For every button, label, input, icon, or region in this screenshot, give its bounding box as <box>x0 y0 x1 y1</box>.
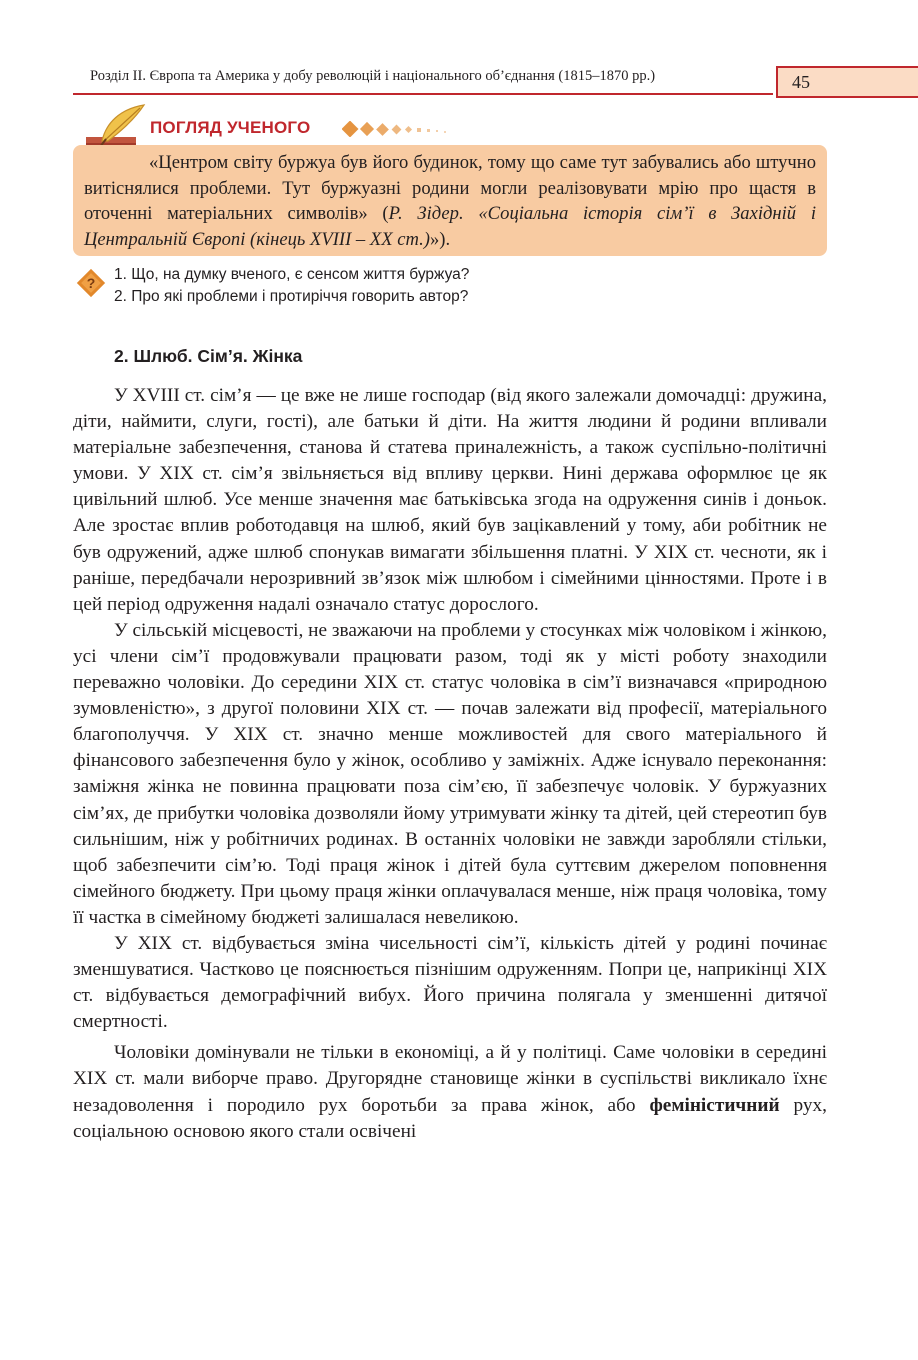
quote-end: »). <box>429 228 451 250</box>
question-item: 2. Про які проблеми і протиріччя говорить автор? <box>114 288 469 305</box>
ornament-decoration <box>342 121 452 137</box>
svg-text:?: ? <box>86 275 96 291</box>
question-item: 1. Що, на думку вченого, є сенсом життя буржуа? <box>114 266 470 283</box>
paragraph: У XVIII ст. сім’я — це вже не лише господар (від якого залежали домочадці: дружина, діти, наймити, слуги, гості), але батьки й діти. На життя людини й родини впливали матеріальне забезпечення, станова й статева приналежність, а також суспільно-політичні умови. У XIX ст. сім’я звільняється від впливу церкви. Нині держава оформлює це як цивільний шлюб. Усе менше значення має батьківська згода на одруження синів і доньок. Але зростає вплив роботодавця на шлюб, який був зацікавлений у тому, аби робітник не був одружений, адже шлюб спонукав вимагати збільшення платні. У XIX ст. чесноти, як і раніше, передбачали нерозривний зв’язок між шлюбом і сімейними цінностями. Проте і в цей період одруження надалі означало статус дорослого. <box>73 385 827 615</box>
questions-list <box>114 264 469 308</box>
section-body <box>73 383 827 1145</box>
running-header: Розділ ІІ. Європа та Америка у добу революцій і національного об’єднання (1815–1870 рр.) <box>90 68 656 84</box>
paragraph: У XIX ст. відбувається зміна чисельності сім’ї, кількість дітей у родині починає зменшуватися. Частково це пояснюється пізнішим одруженням. Попри це, наприкінці XIX ст. відбувається демографічний вибух. Його причина полягала у зменшенні дитячої смертності. <box>73 932 827 1033</box>
scholar-view-title: ПОГЛЯД УЧЕНОГО <box>150 118 311 137</box>
page-number-tab <box>776 66 918 98</box>
paragraph <box>73 1040 827 1144</box>
page-number: 45 <box>792 72 810 92</box>
quote-author: Р. Зідер. «Соціальна історія сім’ї в Західній і Центральній Європі (кінець XVIII – XX ст.) <box>84 203 816 250</box>
section-heading: 2. Шлюб. Сім’я. Жінка <box>114 346 303 366</box>
quote-text: «Центром світу буржуа був його будинок, тому що саме тут забувались або штучно витіснялися проблеми. Тут буржуазні родини могли реалізовувати мрію про щастя в оточенні матеріальних символів» ( <box>84 152 816 224</box>
header-rule <box>73 93 773 95</box>
paragraph-end: рух, соціальною основою якого стали освічені <box>73 1094 827 1142</box>
paragraph-start: Чоловіки домінували не тільки в економіці, а й у політиці. Саме чоловіки в середині XIX ст. мали виборче право. Другорядне становище жінки в суспільстві викликало їхнє незадоволення і породило рух боротьби за права жінок, або <box>73 1042 827 1116</box>
paragraph: У сільській місцевості, не зважаючи на проблеми у стосунках між чоловіком і жінкою, усі члени сім’ї продовжували працювати разом, тоді як у місті роботу знаходили переважно чоловіки. До середини XIX ст. статус чоловіка в сім’ї визначався «природною зумовленістю», з другої половини XIX ст. — почав залежати від професії, матеріального благополуччя. У XIX ст. значно менше можливостей для свого матеріального й фінансового забезпечення було у жінок, особливо у заміжніх. Адже існувало переконання: заміжня жінка не повинна працювати поза сім’єю, її забезпечує чоловік. У буржуазних сім’ях, де прибутки чоловіка дозволяли йому утримувати жінку та дітей, цей стереотип був сильнішим, ніж у робітничих родинах. В останніх чоловіки не завжди заробляли стільки, щоб забезпечити сім’ю. Тоді праця жінок і дітей була суттєвим джерелом поповнення сімейного бюджету. При цьому праця жінки оплачувалася менше, ніж праця чоловіка, тому її частка в сімейному бюджеті залишалася невеликою. <box>73 619 827 928</box>
scholar-quote <box>84 150 816 252</box>
question-icon <box>76 268 106 298</box>
bold-term: феміністичний <box>649 1094 780 1116</box>
